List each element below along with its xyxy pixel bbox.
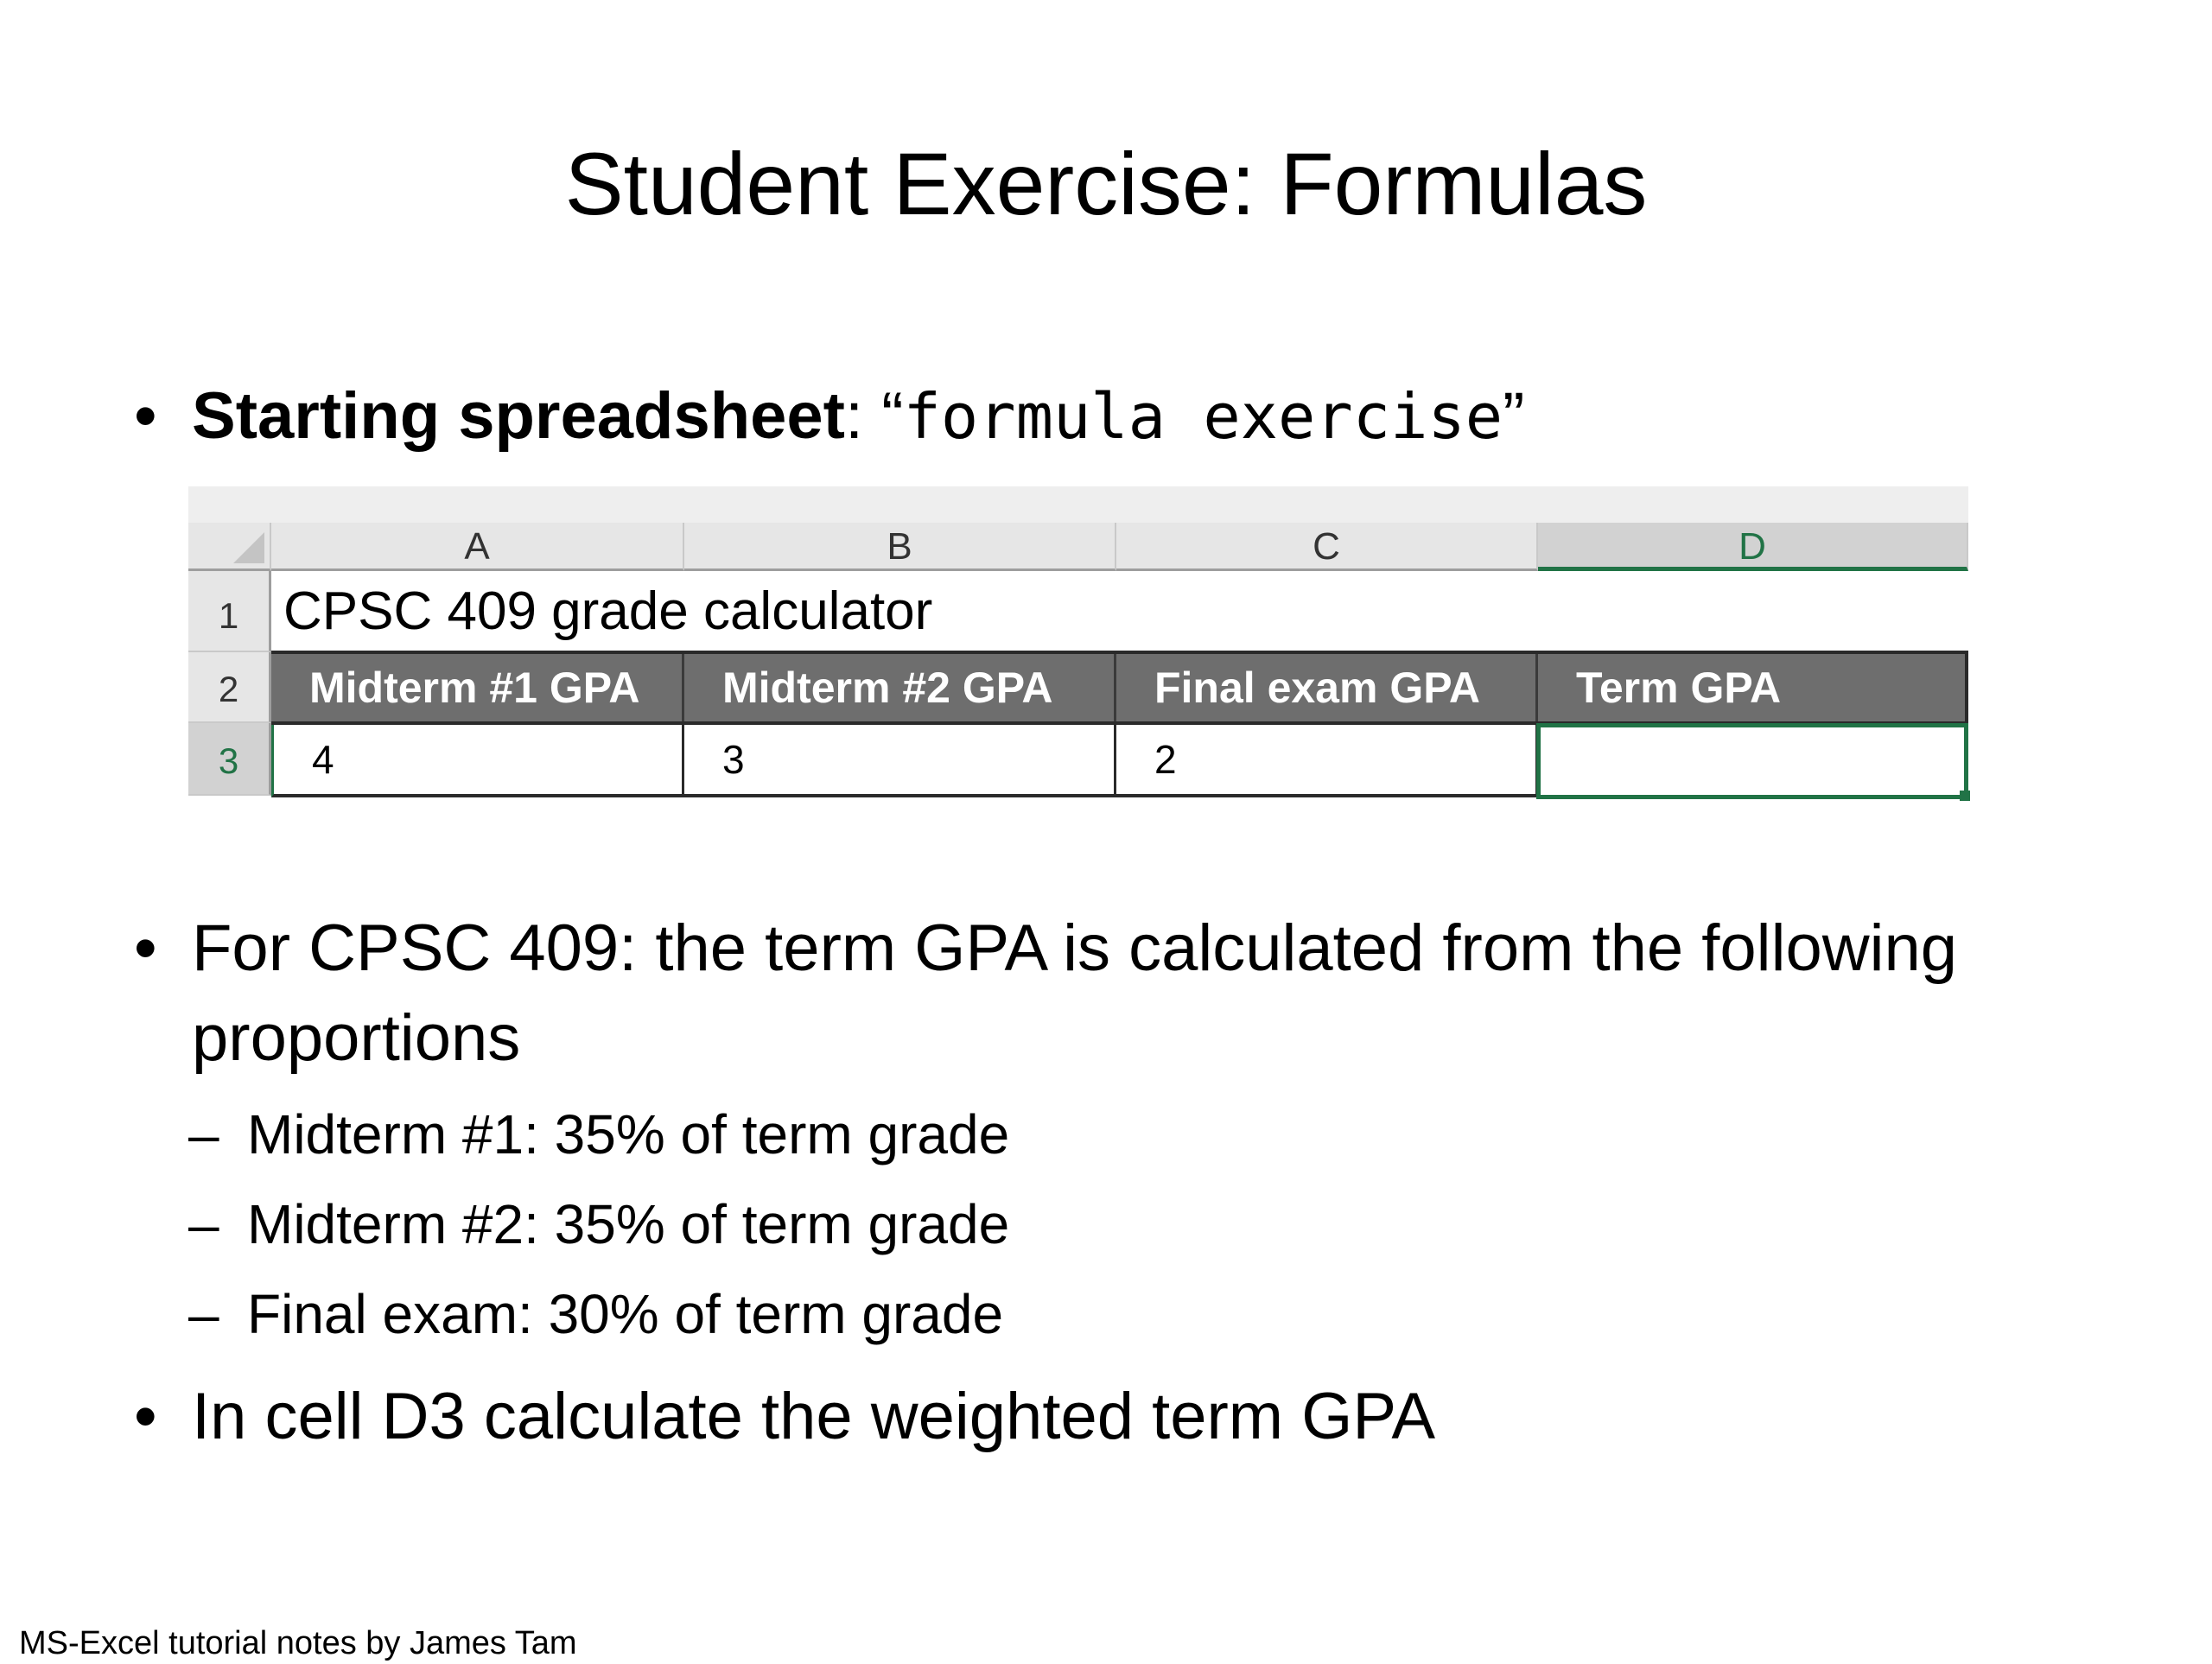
spreadsheet-screenshot [188,486,1968,819]
subbullet-final [188,1275,1003,1353]
bullet-term-gpa-line1 [134,905,1957,992]
cell-c3: 2 [1116,725,1538,797]
column-header-c: C [1116,523,1538,571]
subbullet-midterm1 [188,1096,1009,1173]
row-header-2: 2 [188,652,271,723]
slide-title: Student Exercise: Formulas [564,135,1648,233]
bullet-dot: • [134,911,157,985]
select-all-triangle-icon [233,532,264,563]
bullet-text: In cell D3 calculate the weighted term GPA [192,1380,1436,1453]
sub-dash: – [188,1103,219,1165]
cell-d3-active [1536,723,1968,799]
sub-text: Final exam: 30% of term grade [247,1283,1004,1345]
row-header-1: 1 [188,571,271,652]
sub-dash: – [188,1193,219,1255]
close-quote: ” [1503,379,1525,453]
cell-b2-header: Midterm #2 GPA [684,654,1116,723]
bullet-cell-d3 [134,1374,1435,1460]
bullet-bold-label: Starting spreadsheet [192,379,845,453]
sub-dash: – [188,1283,219,1345]
column-header-d: D [1538,523,1968,571]
column-header-a: A [271,523,684,571]
cell-c2-header: Final exam GPA [1116,654,1538,723]
sub-text: Midterm #1: 35% of term grade [247,1103,1010,1165]
bullet-separator: : “ [845,379,904,453]
sheet-top-strip [188,486,1968,523]
row-header-3: 3 [188,723,271,796]
sub-text: Midterm #2: 35% of term grade [247,1193,1010,1255]
cell-a3: 4 [271,725,684,797]
cell-b3: 3 [684,725,1116,797]
footer-credit: MS-Excel tutorial notes by James Tam [19,1625,577,1661]
cell-d2-header: Term GPA [1538,654,1968,723]
cell-a1-title: CPSC 409 grade calculator [283,581,933,641]
filename-mono: formula exercise [903,380,1503,453]
cell-a2-header: Midterm #1 GPA [271,654,684,723]
subbullet-midterm2 [188,1185,1009,1263]
column-header-b: B [684,523,1116,571]
bullet-starting-spreadsheet [134,373,1524,460]
bullet-text: For CPSC 409: the term GPA is calculated from the following [192,911,1958,985]
bullet-term-gpa-line2: proportions [192,1001,521,1075]
fill-handle [1960,791,1970,801]
bullet-dot: • [134,1380,157,1453]
select-all-corner [188,523,271,571]
bullet-dot: • [134,379,157,453]
